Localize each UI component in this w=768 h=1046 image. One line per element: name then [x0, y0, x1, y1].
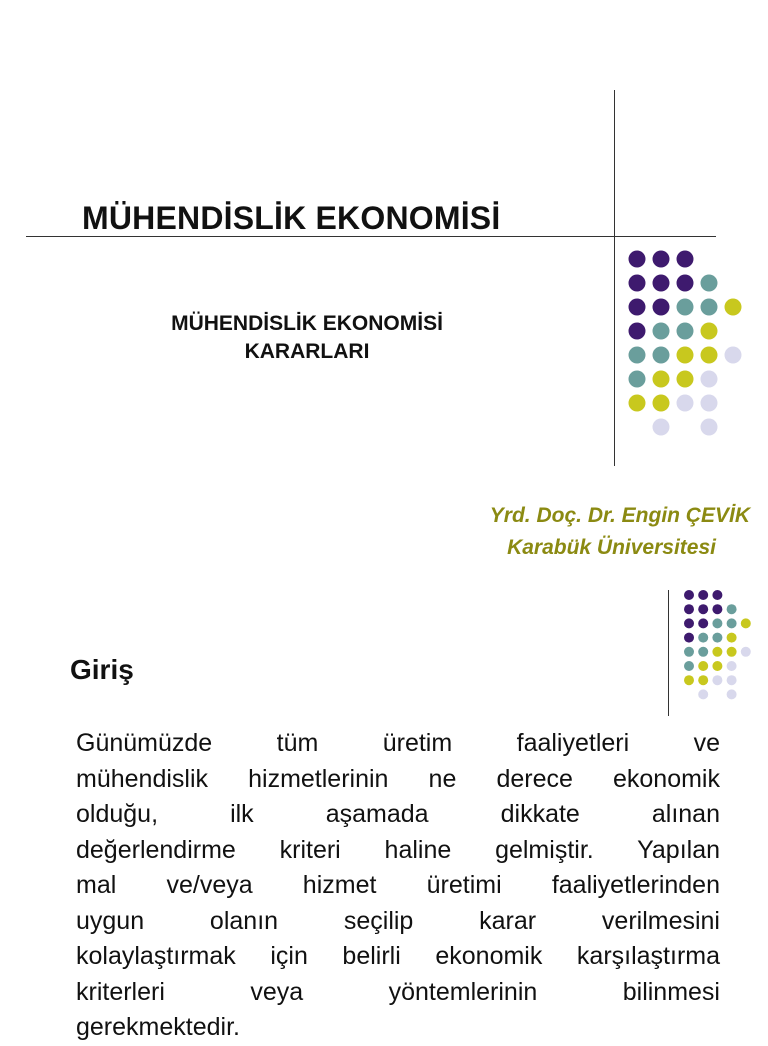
dot-icon	[698, 604, 708, 614]
dot-icon	[712, 604, 722, 614]
dot-icon	[727, 675, 737, 685]
dot-icon	[684, 647, 694, 657]
dot-icon	[698, 675, 708, 685]
dot-icon	[684, 618, 694, 628]
dot-icon	[712, 661, 722, 671]
dot-icon	[712, 675, 722, 685]
body-paragraph	[76, 726, 720, 1046]
slide-title: MÜHENDİSLİK EKONOMİSİ	[82, 200, 501, 236]
dot-icon	[727, 647, 737, 657]
dot-icon	[712, 647, 722, 657]
body-line: mühendislik hizmetlerinin ne derece ekonomik	[76, 764, 720, 793]
dot-icon	[684, 675, 694, 685]
dot-icon	[727, 661, 737, 671]
dot-icon	[727, 633, 737, 643]
author-affiliation: Karabük Üniversitesi	[507, 536, 716, 559]
dot-icon	[698, 647, 708, 657]
dot-icon	[712, 590, 722, 600]
dot-icon	[684, 633, 694, 643]
body-line: kolaylaştırmak için belirli ekonomik karşılaştırma	[76, 942, 720, 970]
subtitle-line-2: KARARLARI	[244, 340, 370, 363]
body-line: değerlendirme kriteri haline gelmiştir. Yapılan	[76, 835, 720, 864]
dot-icon	[727, 689, 737, 699]
section-heading: Giriş	[70, 654, 134, 685]
dot-icon	[684, 604, 694, 614]
dot-icon	[712, 633, 722, 643]
author-block	[420, 500, 750, 564]
body-line: uygun olanın seçilip karar verilmesini	[76, 906, 720, 935]
body-line: mal ve/veya hizmet üretimi faaliyetlerinden	[76, 871, 720, 899]
body-line: kriterleri veya yöntemlerinin bilinmesi	[76, 977, 720, 1006]
dot-icon	[698, 590, 708, 600]
dot-icon	[684, 661, 694, 671]
body-line: olduğu, ilk aşamada dikkate alınan	[76, 800, 720, 828]
dot-icon	[712, 618, 722, 628]
dot-icon	[741, 647, 751, 657]
dot-icon	[727, 618, 737, 628]
dot-icon	[741, 618, 751, 628]
body-line: Günümüzde tüm üretim faaliyetleri ve	[76, 729, 720, 757]
dot-icon	[684, 590, 694, 600]
dot-icon	[698, 689, 708, 699]
dot-icon	[698, 618, 708, 628]
dot-icon	[698, 633, 708, 643]
dot-icon	[698, 661, 708, 671]
body-line: gerekmektedir.	[76, 1013, 240, 1041]
author-name: Yrd. Doç. Dr. Engin ÇEVİK	[489, 504, 750, 527]
dot-icon	[727, 604, 737, 614]
subtitle-line-1: MÜHENDİSLİK EKONOMİSİ	[171, 312, 443, 335]
